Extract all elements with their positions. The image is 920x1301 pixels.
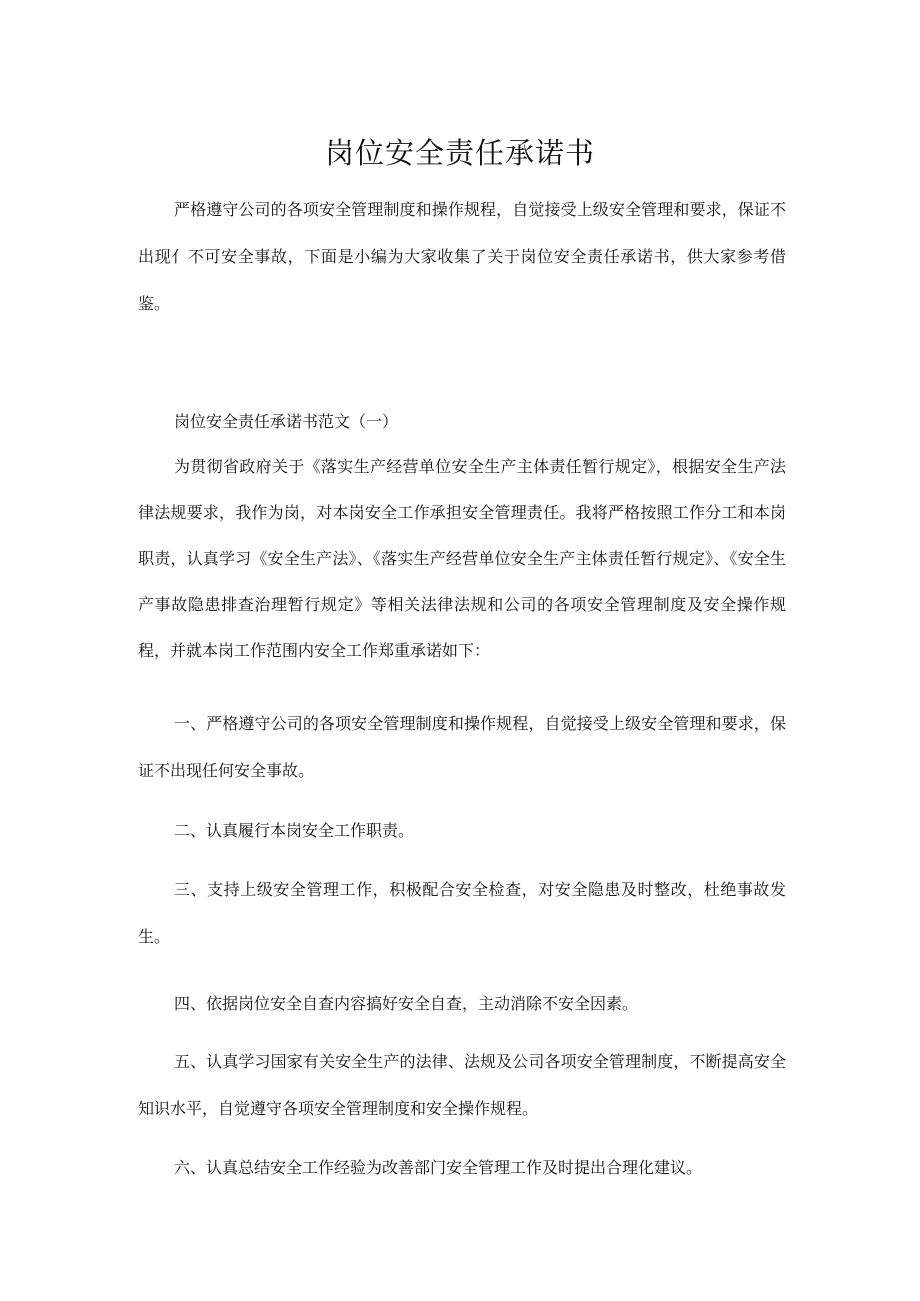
commitment-item-1: 一、严格遵守公司的各项安全管理制度和操作规程，自觉接受上级安全管理和要求，保证不出现任何安全事故。 <box>138 714 786 780</box>
commitment-item-2: 二、认真履行本岗安全工作职责。 <box>174 821 415 840</box>
commitment-item-6: 六、认真总结安全工作经验为改善部门安全管理工作及时提出合理化建议。 <box>174 1158 703 1177</box>
commitment-item-5: 五、认真学习国家有关安全生产的法律、法规及公司各项安全管理制度，不断提高安全知识水平，自觉遵守各项安全管理制度和安全操作规程。 <box>138 1052 786 1118</box>
section-body-paragraph: 为贯彻省政府关于《落实生产经营单位安全生产主体责任暂行规定》，根据安全生产法律法规要求，我作为岗，对本岗安全工作承担安全管理责任。我将严格按照工作分工和本岗职责，认真学习《安全生产法》、《落实生产经营单位安全生产主体责任暂行规定》、《安全生产事故隐患排查治理暂行规定》等相关法律法规和公司的各项安全管理制度及安全操作规程，并就本岗工作范围内安全工作郑重承诺如下： <box>138 457 786 660</box>
intro-paragraph: 严格遵守公司的各项安全管理制度和操作规程，自觉接受上级安全管理和要求，保证不出现亻不可安全事故，下面是小编为大家收集了关于岗位安全责任承诺书，供大家参考借鉴。 <box>138 200 786 313</box>
commitment-item-3: 三、支持上级安全管理工作，积极配合安全检查，对安全隐患及时整改，杜绝事故发生。 <box>138 880 786 946</box>
document-title: 岗位安全责任承诺书 <box>324 136 595 170</box>
section-heading: 岗位安全责任承诺书范文（一） <box>174 412 399 431</box>
commitment-item-4: 四、依据岗位安全自查内容搞好安全自查，主动消除不安全因素。 <box>174 994 639 1013</box>
